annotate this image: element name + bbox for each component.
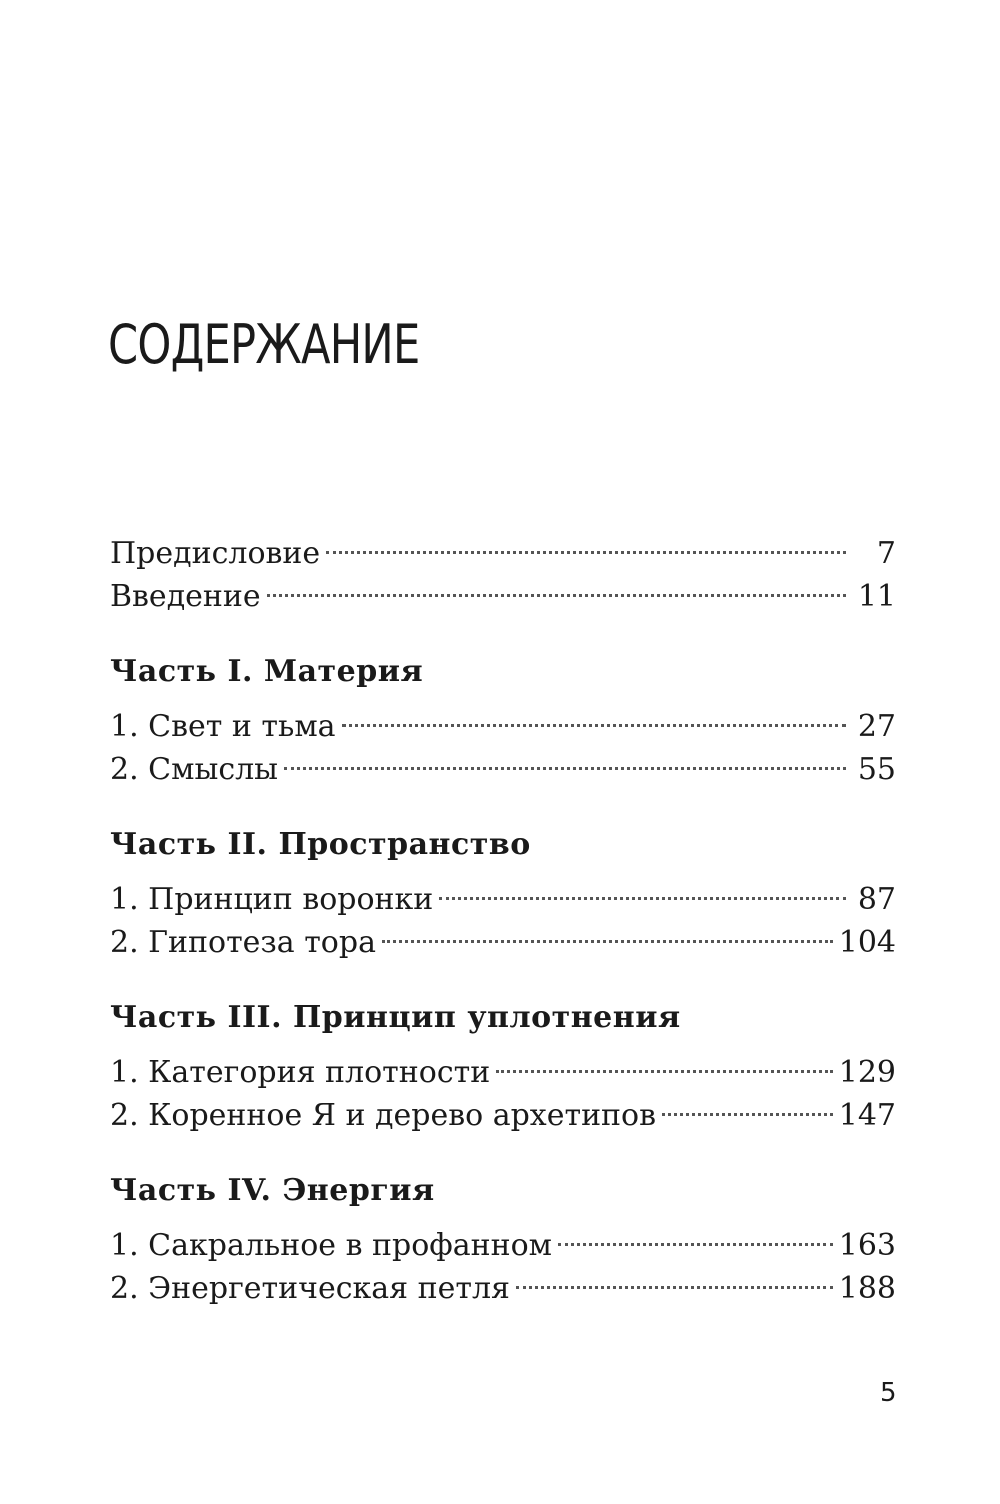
part-heading: Часть IV. Энергия — [110, 1173, 435, 1208]
toc-entry-label: 1. Свет и тьма — [110, 709, 336, 744]
part-block-2 — [110, 823, 896, 960]
toc-entry-page: 129 — [838, 1055, 896, 1090]
toc-entry-label: 2. Смыслы — [110, 752, 279, 787]
toc-entry-label: 1. Принцип воронки — [110, 882, 434, 917]
dot-leader — [326, 520, 846, 563]
toc-entry-label: 2. Коренное Я и дерево архетипов — [110, 1098, 657, 1133]
toc-entry-label: 2. Гипотеза тора — [110, 925, 376, 960]
part-heading: Часть III. Принцип уплотнения — [110, 1000, 681, 1035]
toc-entry-page: 163 — [838, 1228, 896, 1263]
toc-entry-label: 1. Сакральное в профанном — [110, 1228, 553, 1263]
toc-entry-page: 104 — [838, 925, 896, 960]
dot-leader — [267, 563, 846, 606]
part-block-4 — [110, 1169, 896, 1306]
toc-entry-label: 2. Энергетическая петля — [110, 1271, 510, 1306]
dot-leader — [496, 1039, 833, 1082]
toc-entry-page: 55 — [857, 752, 896, 787]
part-heading: Часть II. Пространство — [110, 827, 531, 862]
dot-leader — [439, 866, 846, 909]
toc-entry-page: 27 — [857, 709, 896, 744]
page-title: СОДЕРЖАНИЕ — [108, 313, 420, 376]
toc-entry-chapter[interactable] — [110, 1212, 896, 1263]
toc-entry-page: 147 — [838, 1098, 896, 1133]
toc-entry-preface[interactable] — [110, 520, 896, 571]
table-of-contents — [110, 520, 896, 1306]
dot-leader — [342, 693, 846, 736]
page-number: 5 — [880, 1378, 897, 1408]
part-block-1 — [110, 650, 896, 787]
toc-entry-page: 87 — [857, 882, 896, 917]
toc-entry-page: 7 — [876, 536, 896, 571]
part-block-3 — [110, 996, 896, 1133]
dot-leader — [284, 736, 846, 779]
front-matter-block — [110, 520, 896, 614]
toc-entry-chapter[interactable] — [110, 866, 896, 917]
toc-entry-page: 188 — [838, 1271, 896, 1306]
toc-entry-label: Введение — [110, 579, 261, 614]
dot-leader — [662, 1082, 833, 1125]
toc-entry-page: 11 — [857, 579, 896, 614]
toc-entry-label: 1. Категория плотности — [110, 1055, 491, 1090]
part-heading: Часть I. Материя — [110, 654, 424, 689]
dot-leader — [558, 1212, 833, 1255]
toc-entry-label: Предисловие — [110, 536, 321, 571]
toc-entry-chapter[interactable] — [110, 693, 896, 744]
toc-entry-chapter[interactable] — [110, 1039, 896, 1090]
dot-leader — [382, 909, 833, 952]
dot-leader — [516, 1255, 833, 1298]
